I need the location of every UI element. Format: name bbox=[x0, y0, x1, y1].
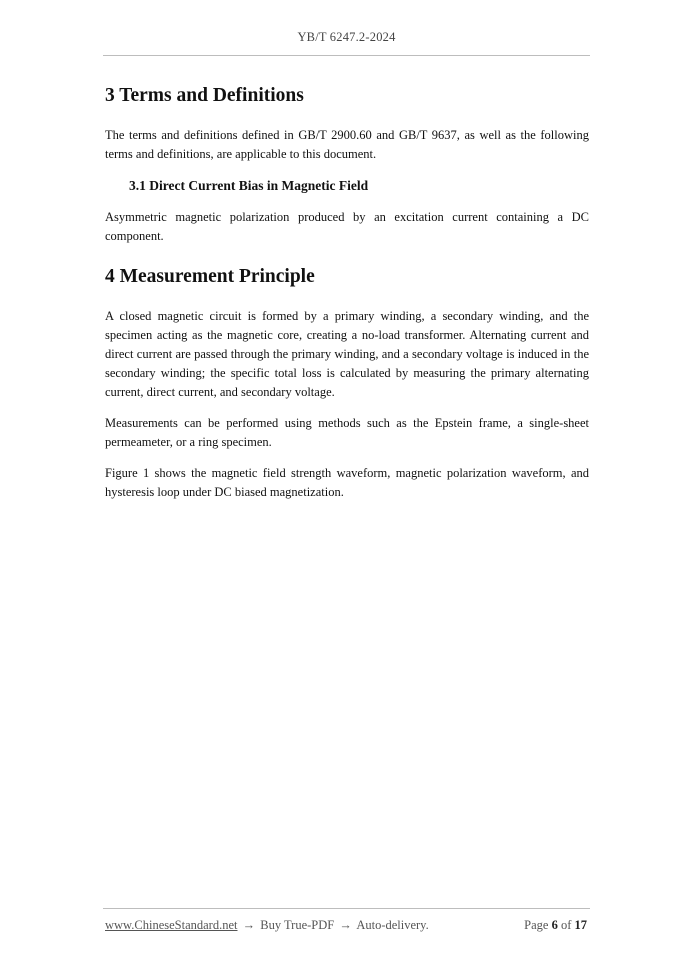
footer-promo bbox=[105, 918, 429, 933]
arrow-right-icon: → bbox=[242, 918, 256, 932]
section-3-intro-paragraph: The terms and definitions defined in GB/T 2900.60 and GB/T 9637, as well as the following terms and definitions, are applicable to this document. bbox=[105, 128, 589, 161]
page-number bbox=[524, 918, 587, 933]
section-4-paragraph-1: A closed magnetic circuit is formed by a primary winding, a secondary winding, and the specimen acting as the magnetic core, creating a no-load transformer. Alternating current and direct current are passed through the primary winding, and a secondary voltage is induced in the secondary winding; the specific total loss is calculated by measuring the primary alternating current, direct current, and secondary voltage. bbox=[105, 309, 589, 399]
page-header: YB/T 6247.2-2024 bbox=[297, 30, 396, 44]
current-page-number: 6 bbox=[551, 918, 558, 932]
section-3-heading: 3 Terms and Definitions bbox=[105, 85, 304, 106]
page-label: Page bbox=[524, 918, 549, 932]
section-4-heading: 4 Measurement Principle bbox=[105, 266, 315, 287]
arrow-right-icon: → bbox=[339, 918, 352, 932]
buy-true-pdf-text: Buy True-PDF bbox=[260, 918, 335, 932]
section-3-1-paragraph: Asymmetric magnetic polarization produced by an excitation current containing a DC component. bbox=[105, 210, 589, 243]
total-page-count: 17 bbox=[574, 918, 587, 932]
section-3-1-heading: 3.1 Direct Current Bias in Magnetic Field bbox=[129, 178, 369, 193]
page-footer bbox=[105, 918, 587, 933]
header-divider bbox=[103, 55, 590, 56]
of-label: of bbox=[560, 918, 572, 932]
chinesestandard-link[interactable]: www.ChineseStandard.net bbox=[105, 918, 238, 932]
footer-divider bbox=[103, 908, 590, 909]
auto-delivery-text: Auto-delivery. bbox=[356, 918, 429, 932]
section-4-paragraph-2: Measurements can be performed using methods such as the Epstein frame, a single-sheet permeameter, or a ring specimen. bbox=[105, 416, 589, 449]
section-4-paragraph-3: Figure 1 shows the magnetic field strength waveform, magnetic polarization waveform, and hysteresis loop under DC biased magnetization. bbox=[105, 466, 589, 499]
page-content bbox=[105, 84, 589, 502]
